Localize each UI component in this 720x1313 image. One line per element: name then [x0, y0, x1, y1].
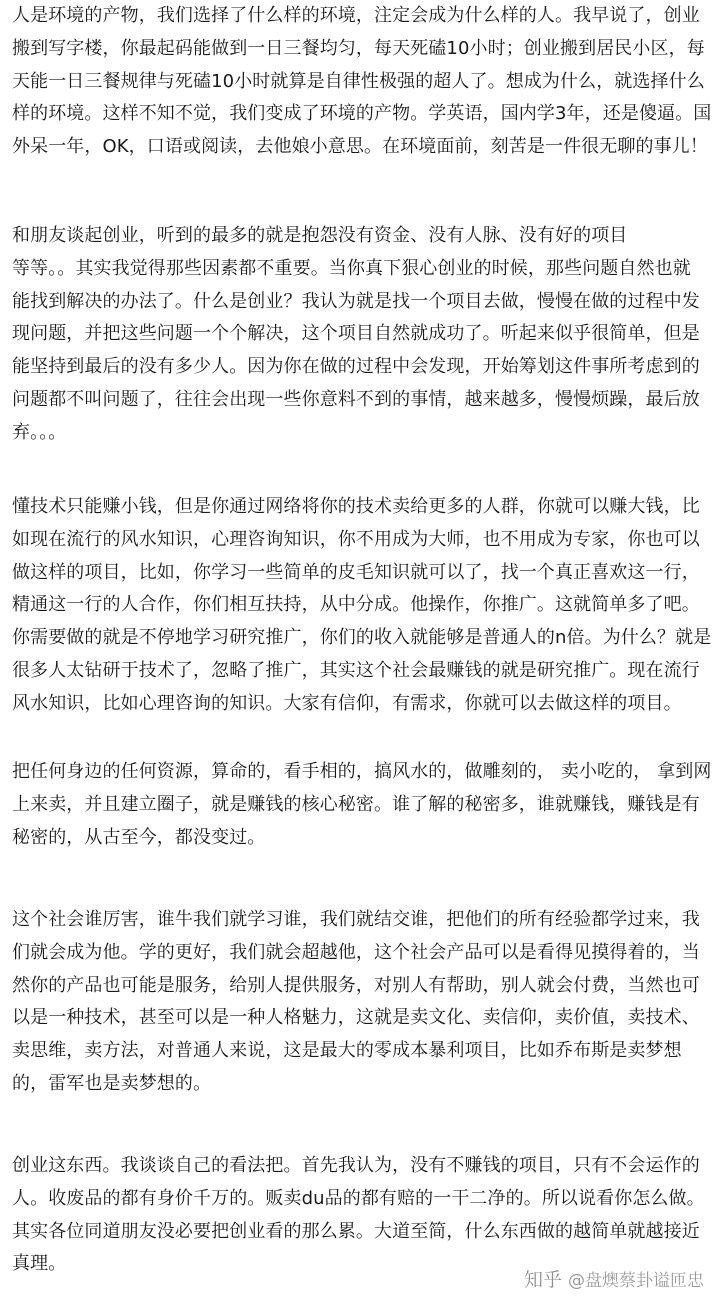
text-line: 然你的产品也可能是服务，给别人提供服务，对别人有帮助，别人就会付费，当然也可	[12, 974, 700, 996]
text-line: 你需要做的就是不停地学习研究推广，你们的收入就能够是普通人的n倍。为什么？就是	[12, 627, 712, 649]
text-line: 问题都不叫问题了，往往会出现一些你意料不到的事情，越来越多，慢慢烦躁，最后放	[12, 388, 700, 410]
zhihu-logo-text: 知乎	[523, 1268, 562, 1291]
text-line: 如现在流行的风水知识，心理咨询知识，你不用成为大师，也不用成为专家，你也可以	[12, 528, 700, 550]
paragraph-resources	[12, 756, 712, 854]
text-line: 其实各位同道朋友没必要把创业看的那么累。大道至简，什么东西做的越简单就越接近	[12, 1220, 700, 1242]
text-line: 样的环境。这样不知不觉，我们变成了环境的产物。学英语，国内学3年，还是傻逼。国	[12, 103, 712, 125]
text-line: 们就会成为他。学的更好，我们就会超越他，这个社会产品可以是看得见摸得着的，当	[12, 941, 700, 963]
paragraph-startup-talk	[12, 220, 712, 450]
text-line: 现问题，并把这些问题一个个解决，这个项目自然就成功了。听起来似乎很简单，但是	[12, 323, 700, 345]
zhihu-watermark	[524, 1262, 704, 1294]
text-line: 创业这东西。我谈谈自己的看法把。首先我认为，没有不赚钱的项目，只有不会运作的	[12, 1155, 700, 1176]
text-line: 精通这一行的人合作，你们相互扶持，从中分成。他操作，你推广。这就简单多了吧。	[12, 594, 700, 616]
text-line: 做这样的项目，比如，你学习一些简单的皮毛知识就可以了，找一个真正喜欢这一行，	[12, 561, 700, 583]
text-line: 上来卖，并且建立圈子，就是赚钱的核心秘密。谁了解的秘密多，谁就赚钱，赚钱是有	[12, 793, 700, 815]
text-line: 很多人太钻研于技术了，忽略了推广，其实这个社会最赚钱的就是研究推广。现在流行	[12, 659, 700, 681]
text-line: 真理。	[12, 1253, 67, 1275]
text-line: 能坚持到最后的没有多少人。因为你在做的过程中会发现，开始筹划这件事所考虑到的	[12, 356, 700, 378]
text-line: 的，雷军也是卖梦想的。	[12, 1072, 212, 1094]
text-line: 卖思维，卖方法，对普通人来说，这是最大的零成本暴利项目，比如乔布斯是卖梦想	[12, 1040, 682, 1062]
text-line: 外呆一年，OK，口语或阅读，去他娘小意思。在环境面前，刻苦是一件很无聊的事儿！	[12, 136, 708, 158]
paragraph-technology	[12, 491, 712, 721]
text-line: 和朋友谈起创业，听到的最多的就是抱怨没有资金、没有人脉、没有好的项目	[12, 225, 628, 246]
text-line: 搬到写字楼，你最起码能做到一日三餐均匀，每天死磕10小时；创业搬到居民小区，每	[12, 37, 705, 59]
text-line: 把任何身边的任何资源，算命的，看手相的，搞风水的，做雕刻的， 卖小吃的， 拿到网	[12, 761, 712, 782]
text-line: 这个社会谁厉害，谁牛我们就学习谁，我们就结交谁，把他们的所有经验都学过来，我	[12, 909, 700, 930]
paragraph-society	[12, 904, 712, 1101]
paragraph-environment	[12, 0, 712, 164]
text-line: 能找到解决的办法了。什么是创业？我认为就是找一个项目去做，慢慢在做的过程中发	[12, 290, 700, 312]
text-line: 弃。。。	[12, 421, 67, 443]
watermark-author: @盘燠蔡卦谥匝忠	[568, 1270, 704, 1291]
text-line: 懂技术只能赚小钱，但是你通过网络将你的技术卖给更多的人群，你就可以赚大钱，比	[12, 496, 700, 517]
text-line: 人。收废品的都有身价千万的。贩卖du品的都有赔的一干二净的。所以说看你怎么做。	[12, 1187, 705, 1209]
text-line: 风水知识，比如心理咨询的知识。大家有信仰，有需求，你就可以去做这样的项目。	[12, 692, 682, 714]
text-line: 天能一日三餐规律与死磕10小时就算是自律性极强的超人了。想成为什么，就选择什么	[12, 70, 705, 92]
text-line: 秘密的，从古至今，都没变过。	[12, 826, 266, 848]
text-line: 以是一种技术，甚至可以是一种人格魅力，这就是卖文化、卖信仰，卖价值，卖技术、	[12, 1007, 700, 1029]
text-line: 等等。。其实我觉得那些因素都不重要。当你真下狠心创业的时候，那些问题自然也就	[12, 257, 691, 279]
text-line: 人是环境的产物，我们选择了什么样的环境，注定会成为什么样的人。我早说了，创业	[12, 5, 700, 26]
